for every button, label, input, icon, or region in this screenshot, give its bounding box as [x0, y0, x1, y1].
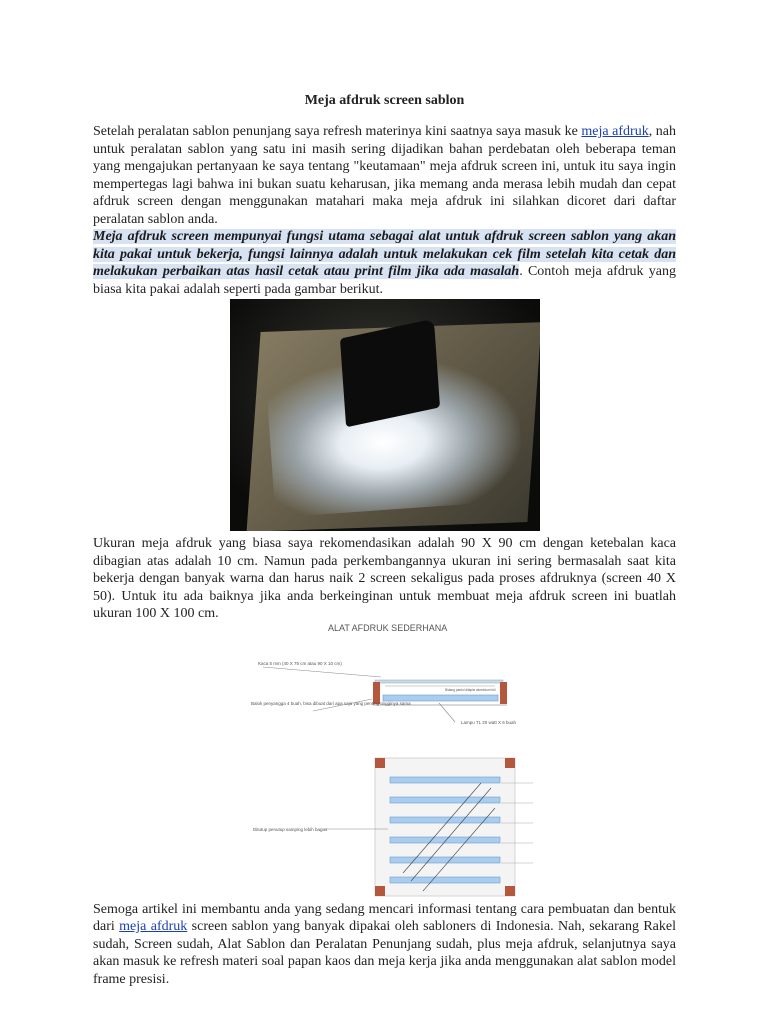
support-right — [500, 682, 507, 704]
light-table-photo — [230, 299, 540, 531]
highlighted-text: Meja afdruk screen mempunyai fungsi utama sebagai alat untuk afdruk screen sablon yang akan kita pakai untuk bekerja, fungsi lainnya adalah untuk melakukan cek film setelah kita cetak dan melakukan perbaikan atas hasil cetak atau print film jika ada masalah — [93, 229, 676, 279]
paragraph-closing: Semoga artikel ini membantu anda yang sedang mencari informasi tentang cara pembuatan dan bentuk dari meja afdruk screen sablon yang banyak dipakai oleh sabloners di Indonesia. Nah, sekarang Rakel sudah, Screen sudah, Alat Sablon dan Peralatan Penunjang sudah, plus meja afdruk, selanjutnya saya akan masuk ke refresh materi soal papan kaos dan meja kerja jika anda menggunakan alat sablon model frame presisi. — [93, 901, 677, 987]
paragraph-intro: Setelah peralatan sablon penunjang saya refresh materinya kini saatnya saya masuk ke meja afdruk, nah untuk peralatan sablon yang satu ini masih sering dijadikan bahan perdebatan oleh beberapa teman yang mengajukan pertanyaan ke saya tentang "keutamaan" meja afdruk screen ini, untuk itu saya ingin mempertegas lagi bahwa ini bukan suatu keharusan, jika memang anda merasa lebih mudah dan cepat afdruk screen dengan menggunakan matahari maka meja afdruk ini silahkan dicoret dari daftar peralatan sablon anda. — [93, 124, 677, 227]
label-lampu: Lampu TL 20 watt X 6 buah — [461, 719, 517, 725]
afdruk-diagram — [93, 623, 676, 898]
document-page — [93, 93, 676, 988]
label-dinding: Bidang pantul dilapisi aluminium foil — [445, 687, 496, 692]
label-balok: Balok penyangga 4 buah, bisa dibuat dari apa saja yang penting tingginya sama — [251, 700, 411, 706]
meja-afdruk-link-2[interactable]: meja afdruk — [119, 919, 188, 934]
diagram-svg — [223, 623, 553, 898]
label-kaca: Kaca 5 mm (40 X 75 cm atau 90 X 10 cm) — [258, 660, 342, 666]
paragraph-size: Ukuran meja afdruk yang biasa saya rekomendasikan adalah 90 X 90 cm dengan ketebalan kaca dibagian atas adalah 10 cm. Namun pada perkembangannya ukuran ini sering bermasalah saat kita bekerja dengan banyak warna dan harus naik 2 screen sekaligus pada proses afdruknya (screen 40 X 50). Untuk itu ada baiknya jika anda berkeinginan untuk membuat meja afdruk screen ini buatlah ukuran 100 X 100 cm. — [93, 536, 676, 621]
page-title: Meja afdruk screen sablon — [304, 93, 465, 108]
label-ditutup: Ditutup penutup samping lebih bagus — [253, 826, 328, 832]
paragraph-function: Meja afdruk screen mempunyai fungsi utama sebagai alat untuk afdruk screen sablon yang akan kita pakai untuk bekerja, fungsi lainnya adalah untuk melakukan cek film setelah kita cetak dan melakukan perbaikan atas hasil cetak atau print film jika ada masalah. Contoh meja afdruk yang biasa kita pakai adalah seperti pada gambar berikut. — [93, 229, 676, 297]
meja-afdruk-link[interactable]: meja afdruk — [581, 124, 649, 139]
diagram-title: ALAT AFDRUK SEDERHANA — [328, 622, 448, 633]
glass-pane — [375, 680, 503, 683]
